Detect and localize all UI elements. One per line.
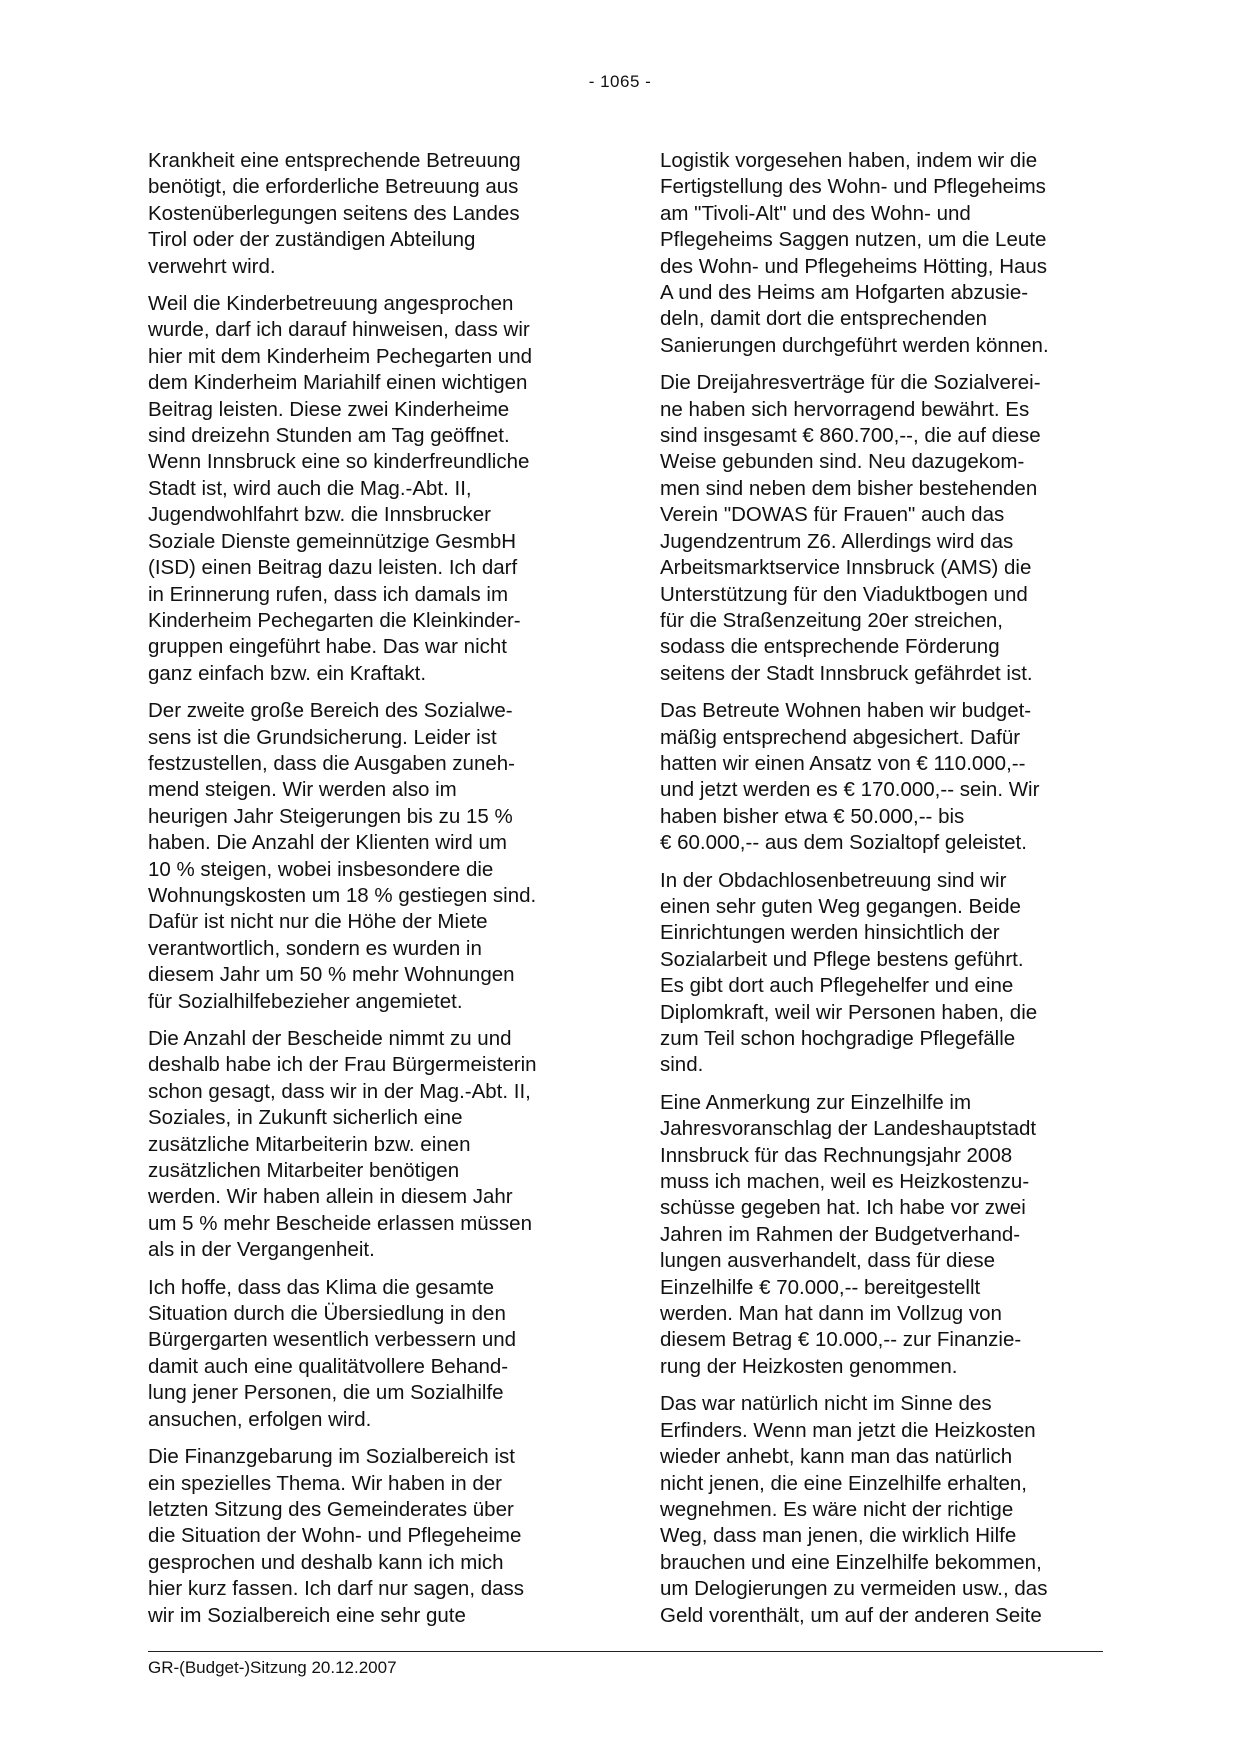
- paragraph: [660, 868, 1104, 1079]
- text-line: Beitrag leisten. Diese zwei Kinderheime: [148, 397, 510, 421]
- text-line: Jahresvoranschlag der Landeshauptstadt: [660, 1117, 1037, 1141]
- page-number: - 1065 -: [588, 72, 652, 91]
- paragraph: [148, 698, 588, 1015]
- text-line: mend steigen. Wir werden also im: [148, 778, 457, 802]
- text-line: heurigen Jahr Steigerungen bis zu 15 %: [148, 804, 513, 828]
- text-line: Dafür ist nicht nur die Höhe der Miete: [148, 910, 488, 934]
- text-line: benötigt, die erforderliche Betreuung aus: [148, 175, 519, 199]
- text-line: schon gesagt, dass wir in der Mag.-Abt. II,: [148, 1079, 531, 1103]
- paragraph: [660, 1391, 1104, 1629]
- text-line: lungen ausverhandelt, dass für diese: [660, 1249, 996, 1273]
- text-line: und jetzt werden es € 170.000,-- sein. Wir: [660, 778, 1040, 802]
- text-line: gruppen eingeführt habe. Das war nicht: [148, 635, 507, 659]
- text-line: Eine Anmerkung zur Einzelhilfe im: [660, 1090, 972, 1114]
- text-line: verwehrt wird.: [148, 254, 276, 278]
- text-line: 10 % steigen, wobei insbesondere die: [148, 857, 494, 881]
- text-line: die Situation der Wohn- und Pflegeheime: [148, 1524, 522, 1548]
- text-line: Diplomkraft, weil wir Personen haben, die: [660, 1000, 1038, 1024]
- text-line: sind dreizehn Stunden am Tag geöffnet.: [148, 424, 510, 448]
- text-line: um Delogierungen zu vermeiden usw., das: [660, 1577, 1048, 1601]
- text-line: mäßig entsprechend abgesichert. Dafür: [660, 725, 1021, 749]
- text-line: als in der Vergangenheit.: [148, 1238, 375, 1262]
- text-line: einen sehr guten Weg gegangen. Beide: [660, 894, 1021, 918]
- text-line: Die Finanzgebarung im Sozialbereich ist: [148, 1445, 515, 1469]
- text-line: haben. Die Anzahl der Klienten wird um: [148, 831, 507, 855]
- text-line: damit auch eine qualitätvollere Behand-: [148, 1354, 509, 1378]
- text-line: verantwortlich, sondern es wurden in: [148, 936, 482, 960]
- text-line: am "Tivoli-Alt" und des Wohn- und: [660, 201, 971, 225]
- text-line: hier mit dem Kinderheim Pechegarten und: [148, 344, 533, 368]
- text-line: wegnehmen. Es wäre nicht der richtige: [660, 1497, 1014, 1521]
- text-line: Situation durch die Übersiedlung in den: [148, 1302, 506, 1326]
- text-line: Kinderheim Pechegarten die Kleinkinder-: [148, 608, 521, 632]
- text-line: sodass die entsprechende Förderung: [660, 635, 1000, 659]
- text-line: für die Straßenzeitung 20er streichen,: [660, 608, 1003, 632]
- text-line: Kostenüberlegungen seitens des Landes: [148, 201, 520, 225]
- text-line: gesprochen und deshalb kann ich mich: [148, 1550, 504, 1574]
- text-line: (ISD) einen Beitrag dazu leisten. Ich darf: [148, 556, 518, 580]
- text-line: werden. Man hat dann im Vollzug von: [660, 1302, 1002, 1326]
- text-line: lung jener Personen, die um Sozialhilfe: [148, 1381, 504, 1405]
- text-line: Innsbruck für das Rechnungsjahr 2008: [660, 1143, 1013, 1167]
- text-line: festzustellen, dass die Ausgaben zuneh-: [148, 751, 515, 775]
- text-line: Sozialarbeit und Pflege bestens geführt.: [660, 947, 1024, 971]
- text-line: hatten wir einen Ansatz von € 110.000,--: [660, 751, 1026, 775]
- text-line: um 5 % mehr Bescheide erlassen müssen: [148, 1211, 532, 1235]
- text-line: Es gibt dort auch Pflegehelfer und eine: [660, 974, 1014, 998]
- text-line: Wenn Innsbruck eine so kinderfreundliche: [148, 450, 530, 474]
- text-line: Bürgergarten wesentlich verbessern und: [148, 1328, 517, 1352]
- text-line: ganz einfach bzw. ein Kraftakt.: [148, 661, 427, 685]
- text-line: diesem Betrag € 10.000,-- zur Finanzie-: [660, 1328, 1022, 1352]
- text-line: Weise gebunden sind. Neu dazugekom-: [660, 450, 1025, 474]
- text-line: Logistik vorgesehen haben, indem wir die: [660, 149, 1038, 172]
- text-line: In der Obdachlosenbetreuung sind wir: [660, 868, 1007, 892]
- text-line: haben bisher etwa € 50.000,-- bis: [660, 804, 965, 828]
- text-line: sind.: [660, 1053, 704, 1077]
- text-line: muss ich machen, weil es Heizkostenzu-: [660, 1170, 1030, 1194]
- left-column: [148, 148, 588, 1640]
- text-line: Stadt ist, wird auch die Mag.-Abt. II,: [148, 476, 472, 500]
- text-line: wir im Sozialbereich eine sehr gute: [148, 1603, 466, 1627]
- text-line: Krankheit eine entsprechende Betreuung: [148, 149, 521, 172]
- paragraph: [148, 291, 588, 687]
- text-line: Soziale Dienste gemeinnützige GesmbH: [148, 529, 517, 553]
- text-line: Einrichtungen werden hinsichtlich der: [660, 921, 1000, 945]
- text-line: deln, damit dort die entsprechenden: [660, 307, 988, 331]
- text-line: Das Betreute Wohnen haben wir budget-: [660, 699, 1032, 723]
- text-line: Jugendzentrum Z6. Allerdings wird das: [660, 529, 1014, 553]
- text-line: Weil die Kinderbetreuung angesprochen: [148, 292, 514, 316]
- text-line: Die Anzahl der Bescheide nimmt zu und: [148, 1027, 512, 1050]
- text-line: Tirol oder der zuständigen Abteilung: [148, 228, 476, 252]
- text-line: sind insgesamt € 860.700,--, die auf diese: [660, 424, 1041, 448]
- text-line: Arbeitsmarktservice Innsbruck (AMS) die: [660, 556, 1032, 580]
- text-line: Soziales, in Zukunft sicherlich eine: [148, 1106, 463, 1130]
- text-line: wurde, darf ich darauf hinweisen, dass wir: [148, 318, 530, 342]
- text-line: sens ist die Grundsicherung. Leider ist: [148, 725, 497, 749]
- text-line: schüsse gegeben hat. Ich habe vor zwei: [660, 1196, 1026, 1220]
- text-line: € 60.000,-- aus dem Sozialtopf geleistet.: [660, 831, 1027, 855]
- text-line: in Erinnerung rufen, dass ich damals im: [148, 582, 509, 606]
- paragraph: [660, 698, 1104, 856]
- text-line: Unterstützung für den Viaduktbogen und: [660, 582, 1028, 606]
- text-line: Wohnungskosten um 18 % gestiegen sind.: [148, 883, 537, 907]
- text-line: Weg, dass man jenen, die wirklich Hilfe: [660, 1524, 1017, 1548]
- text-line: seitens der Stadt Innsbruck gefährdet ist.: [660, 661, 1033, 685]
- paragraph: [660, 148, 1104, 359]
- text-line: brauchen und eine Einzelhilfe bekommen,: [660, 1550, 1042, 1574]
- text-line: Der zweite große Bereich des Sozialwe-: [148, 699, 513, 723]
- paragraph: [148, 148, 588, 280]
- text-line: dem Kinderheim Mariahilf einen wichtigen: [148, 371, 528, 395]
- text-line: wieder anhebt, kann man das natürlich: [660, 1445, 1013, 1469]
- text-line: Das war natürlich nicht im Sinne des: [660, 1392, 992, 1416]
- text-line: Geld vorenthält, um auf der anderen Seite: [660, 1603, 1042, 1627]
- paragraph: [148, 1026, 588, 1264]
- text-line: Die Dreijahresverträge für die Sozialverei-: [660, 371, 1041, 395]
- text-line: des Wohn- und Pflegeheims Hötting, Haus: [660, 254, 1048, 278]
- text-line: Fertigstellung des Wohn- und Pflegeheims: [660, 175, 1046, 199]
- text-line: hier kurz fassen. Ich darf nur sagen, dass: [148, 1577, 525, 1601]
- text-line: ne haben sich hervorragend bewährt. Es: [660, 397, 1030, 421]
- text-line: zusätzlichen Mitarbeiter benötigen: [148, 1159, 460, 1183]
- text-line: ein spezielles Thema. Wir haben in der: [148, 1471, 502, 1495]
- text-line: Jahren im Rahmen der Budgetverhand-: [660, 1222, 1021, 1246]
- text-line: für Sozialhilfebezieher angemietet.: [148, 989, 463, 1013]
- text-line: ansuchen, erfolgen wird.: [148, 1407, 372, 1431]
- text-line: Einzelhilfe € 70.000,-- bereitgestellt: [660, 1275, 981, 1299]
- text-line: Pflegeheims Saggen nutzen, um die Leute: [660, 228, 1047, 252]
- paragraph: [148, 1275, 588, 1433]
- footer-session-label: GR-(Budget-)Sitzung 20.12.2007: [148, 1658, 397, 1677]
- text-line: werden. Wir haben allein in diesem Jahr: [148, 1185, 513, 1209]
- footer-divider: [148, 1651, 1103, 1652]
- text-line: Sanierungen durchgeführt werden können.: [660, 333, 1049, 357]
- text-line: nicht jenen, die eine Einzelhilfe erhalten,: [660, 1471, 1027, 1495]
- text-line: Verein "DOWAS für Frauen" auch das: [660, 503, 1005, 527]
- paragraph: [660, 1090, 1104, 1380]
- text-line: A und des Heims am Hofgarten abzusie-: [660, 281, 1029, 305]
- text-line: letzten Sitzung des Gemeinderates über: [148, 1497, 514, 1521]
- text-line: men sind neben dem bisher bestehenden: [660, 476, 1038, 500]
- text-line: diesem Jahr um 50 % mehr Wohnungen: [148, 963, 515, 987]
- paragraph: [660, 370, 1104, 687]
- text-line: deshalb habe ich der Frau Bürgermeisterin: [148, 1053, 537, 1077]
- text-line: Ich hoffe, dass das Klima die gesamte: [148, 1275, 495, 1299]
- text-line: rung der Heizkosten genommen.: [660, 1354, 958, 1378]
- paragraph: [148, 1444, 588, 1629]
- text-line: Jugendwohlfahrt bzw. die Innsbrucker: [148, 503, 492, 527]
- text-line: zusätzliche Mitarbeiterin bzw. einen: [148, 1132, 471, 1156]
- right-column: [660, 148, 1104, 1640]
- text-line: zum Teil schon hochgradige Pflegefälle: [660, 1027, 1016, 1050]
- text-line: Erfinders. Wenn man jetzt die Heizkosten: [660, 1418, 1036, 1442]
